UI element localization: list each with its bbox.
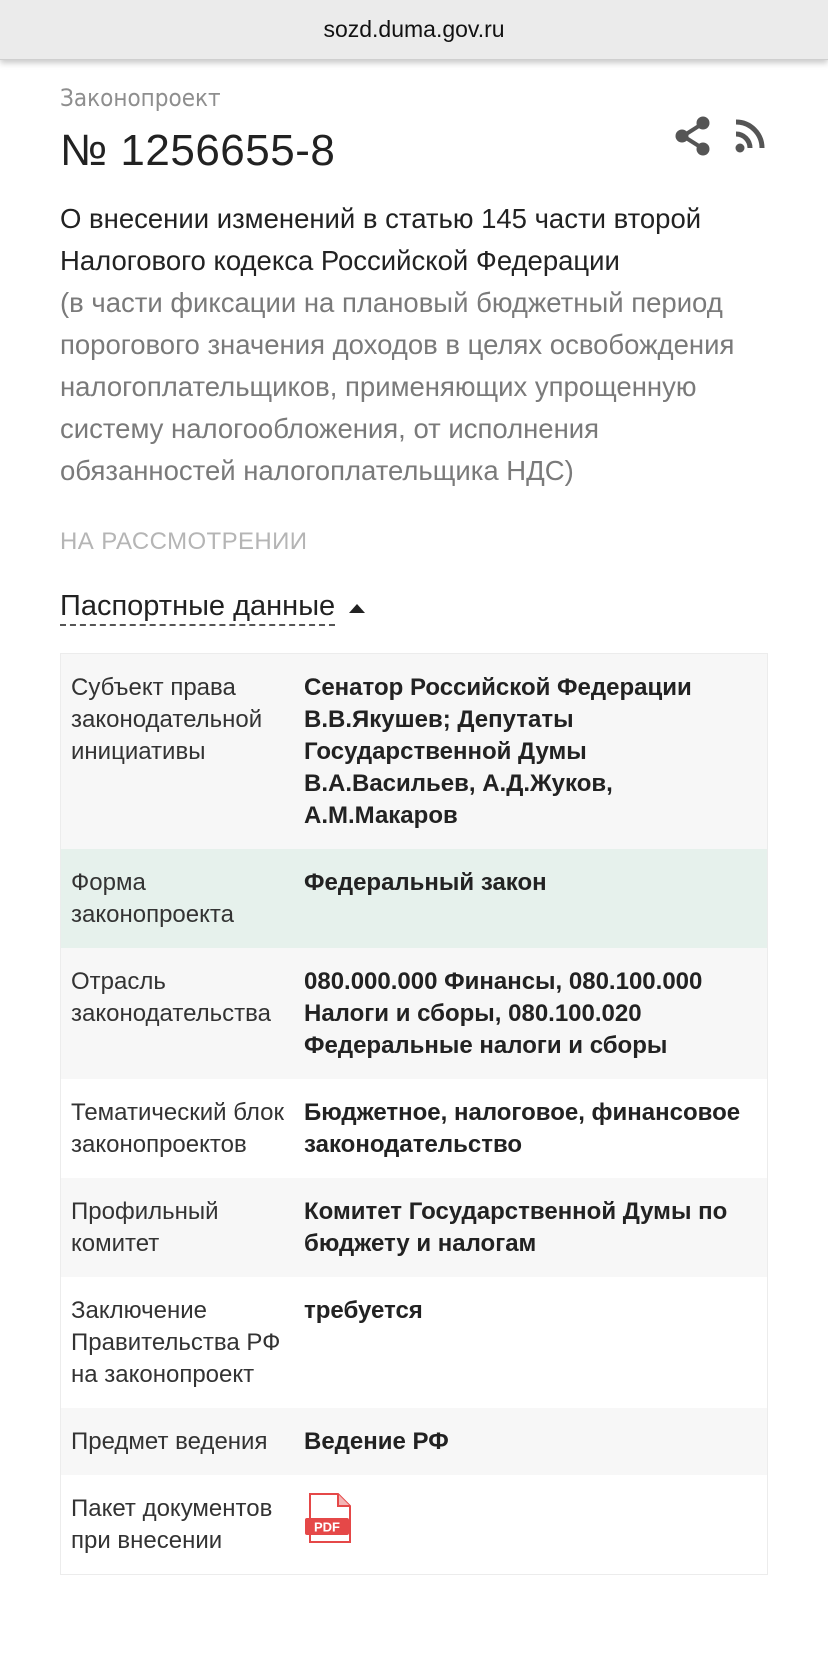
url-text[interactable]: sozd.duma.gov.ru <box>323 16 505 42</box>
share-icon[interactable] <box>674 116 712 156</box>
row-key: Предмет ведения <box>71 1428 268 1455</box>
row-key: Отрасль законодательства <box>71 968 271 1027</box>
row-key: Форма законопроекта <box>71 869 234 928</box>
row-value: Комитет Государственной Думы по бюджету и налогам <box>304 1198 728 1257</box>
rss-icon[interactable] <box>734 116 768 156</box>
table-row <box>61 849 767 948</box>
row-value: Ведение РФ <box>304 1428 449 1455</box>
passport-table <box>60 653 768 1575</box>
table-row <box>61 1079 767 1178</box>
document-type-label: Законопроект <box>60 84 221 112</box>
row-value: 080.000.000 Финансы, 080.100.000 Налоги и сборы, 080.100.020 Федеральные налоги и сборы <box>304 968 703 1059</box>
table-row <box>61 654 767 849</box>
bill-title: О внесении изменений в статью 145 части второй Налогового кодекса Российской Федерации <box>60 203 702 276</box>
status-badge: НА РАССМОТРЕНИИ <box>60 528 308 555</box>
table-row <box>61 1408 767 1475</box>
row-value: Сенатор Российской Федерации В.В.Якушев; Депутаты Государственной Думы В.А.Васильев, А.Д.Жуков, А.М.Макаров <box>304 674 692 829</box>
pdf-label: PDF <box>314 1519 340 1535</box>
table-row <box>61 948 767 1079</box>
row-key: Пакет документов при внесении <box>71 1495 273 1554</box>
row-value: Федеральный закон <box>304 869 547 896</box>
row-value <box>304 1493 759 1557</box>
row-key: Тематический блок законопроектов <box>71 1099 284 1158</box>
bill-actions <box>674 116 768 156</box>
row-key: Профильный комитет <box>71 1198 219 1257</box>
table-row <box>61 1277 767 1408</box>
browser-url-bar[interactable] <box>0 0 828 60</box>
bill-subtitle: (в части фиксации на плановый бюджетный период порогового значения доходов в целях освобождения налогоплательщиков, применяющих упрощенную систему налогообложения, от исполнения обязанностей налогоплательщика НДС) <box>60 287 735 486</box>
row-key: Заключение Правительства РФ на законопроект <box>71 1297 281 1388</box>
passport-toggle-label[interactable]: Паспортные данные <box>60 590 335 626</box>
table-row <box>61 1178 767 1277</box>
row-value: Бюджетное, налоговое, финансовое законодательство <box>304 1099 741 1158</box>
table-row <box>61 1475 767 1574</box>
row-value: требуется <box>304 1297 423 1324</box>
row-key: Субъект права законодательной инициативы <box>71 674 263 765</box>
caret-up-icon[interactable] <box>349 604 365 613</box>
pdf-document-icon[interactable] <box>304 1493 354 1545</box>
bill-number: № 1256655-8 <box>60 126 336 175</box>
passport-toggle[interactable] <box>60 590 365 626</box>
